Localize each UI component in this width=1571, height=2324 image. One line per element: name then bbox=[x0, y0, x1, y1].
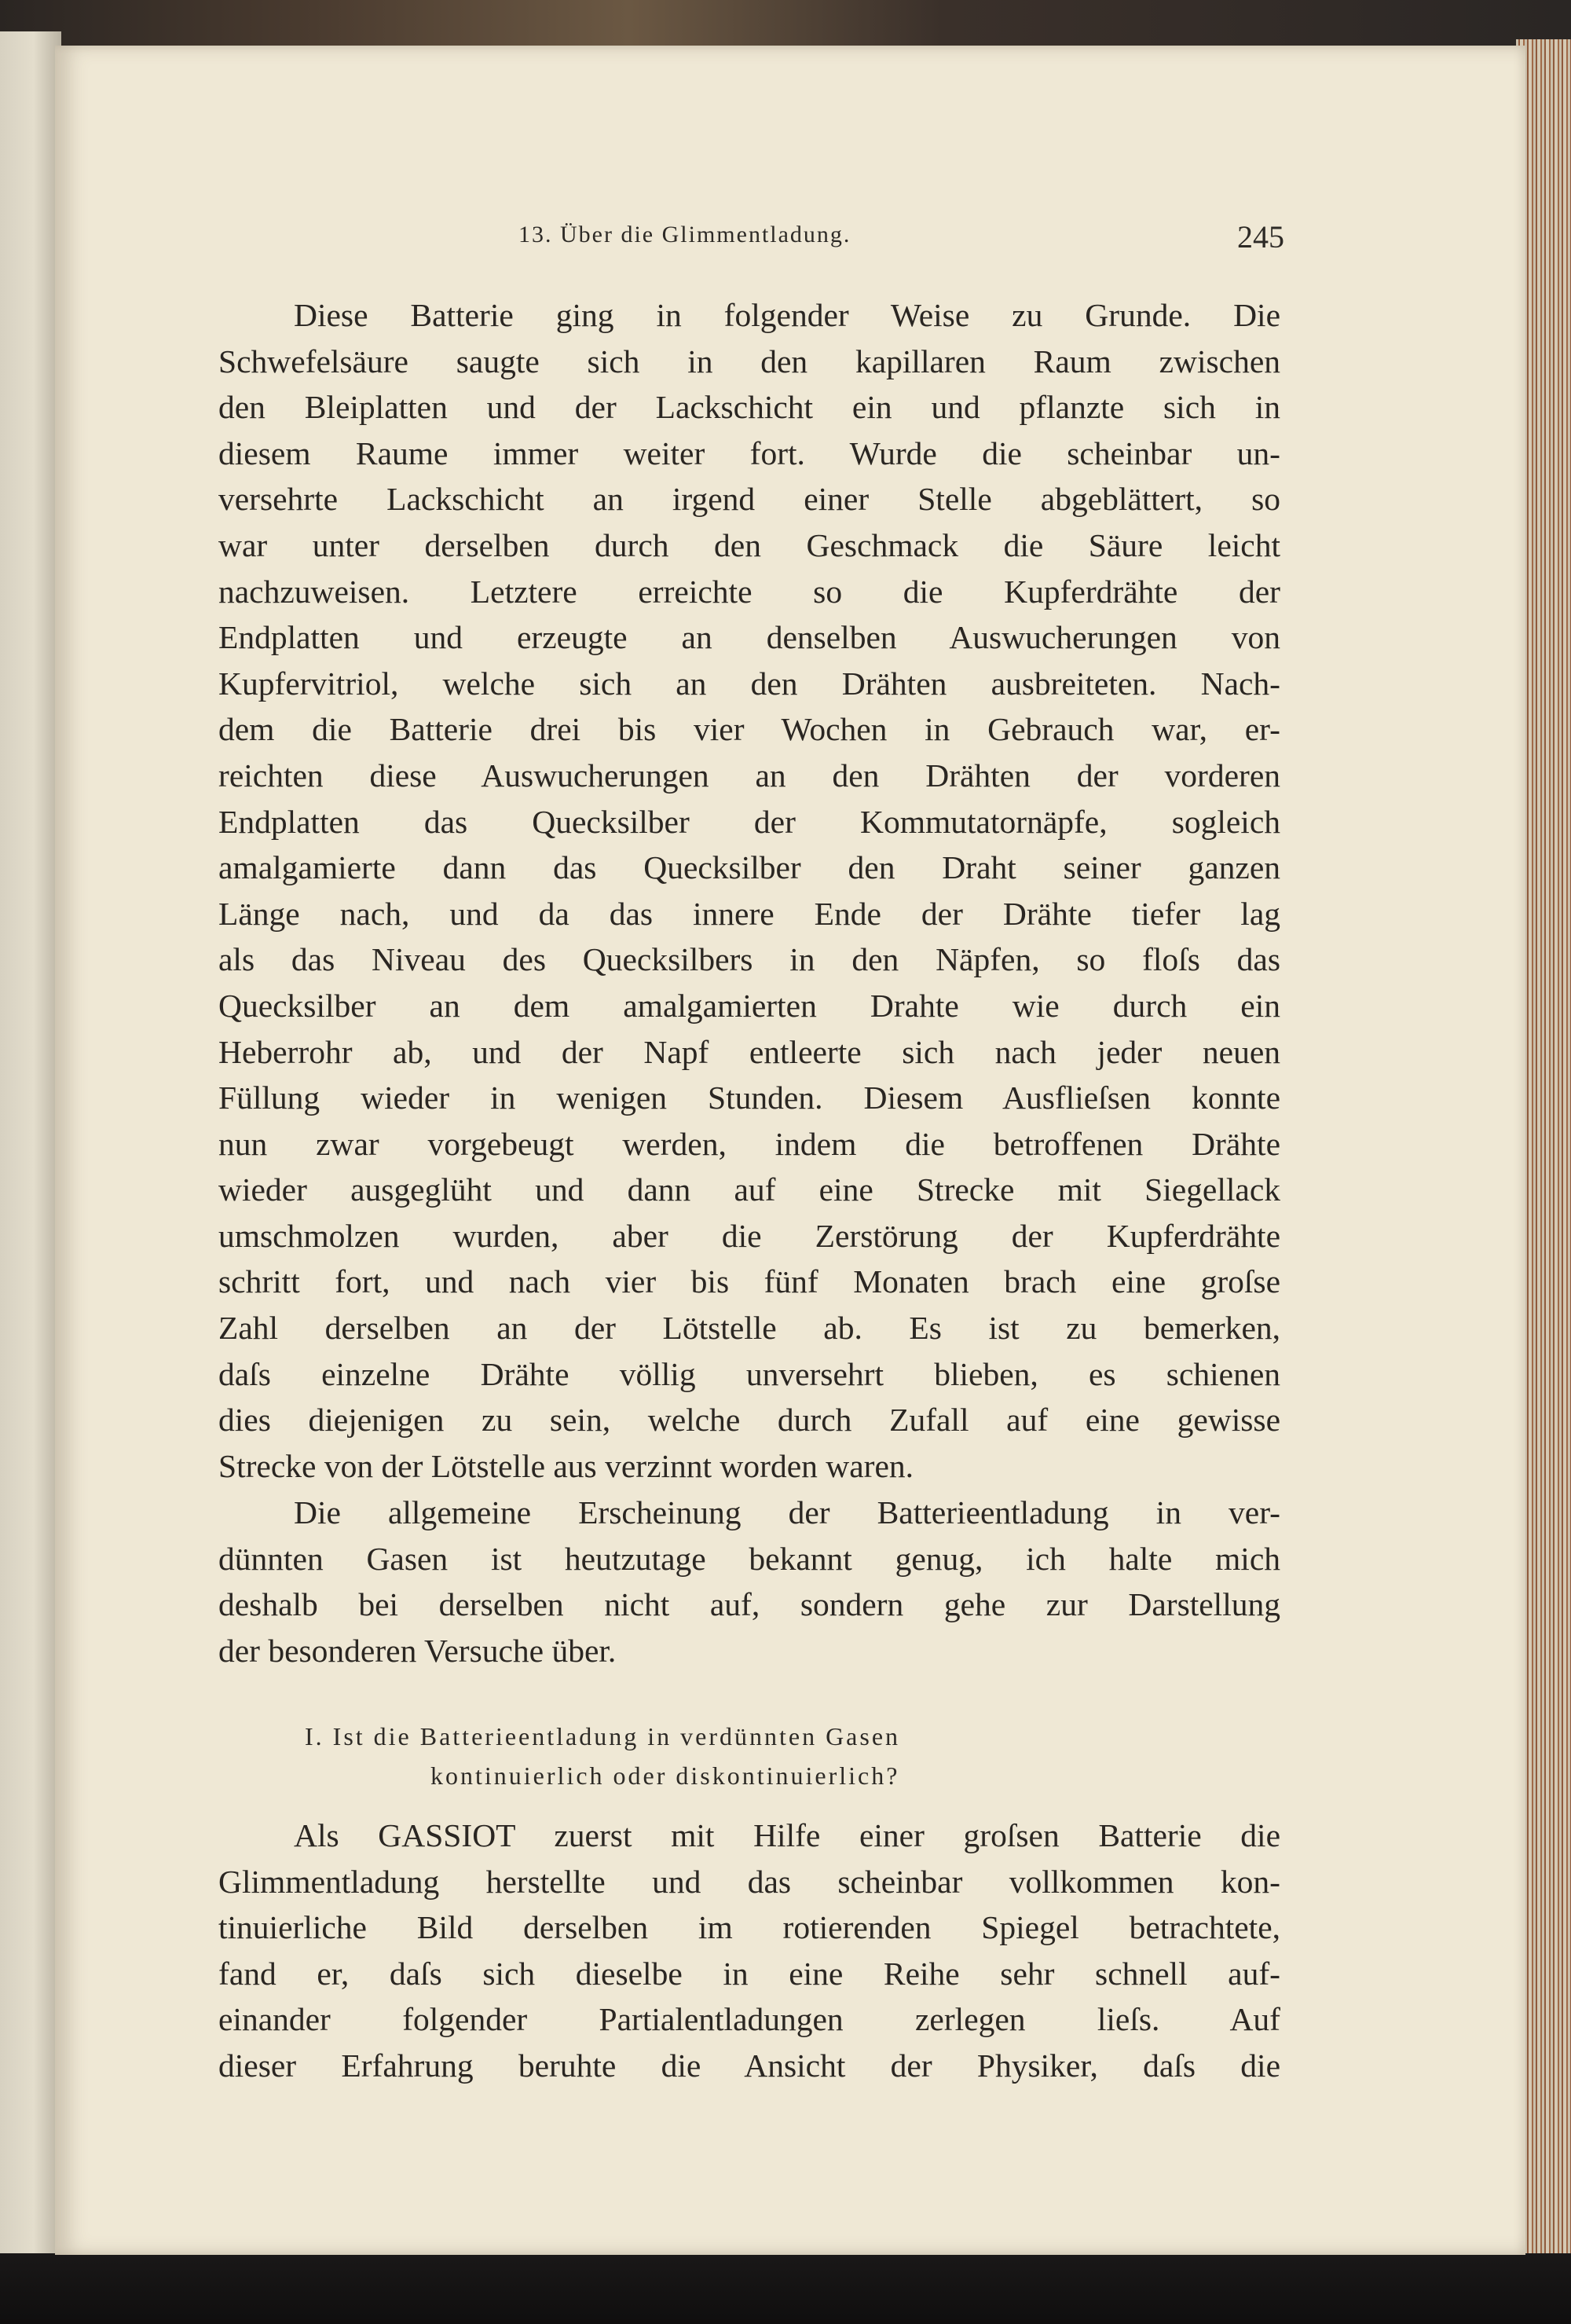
text-line: reichten diese Auswucherungen an den Drähten der vorderen bbox=[218, 757, 1280, 794]
text-line: Heberrohr ab, und der Napf entleerte sich nach jeder neuen bbox=[218, 1033, 1280, 1070]
section-heading-line-2: kontinuierlich oder diskontinuierlich? bbox=[430, 1761, 900, 1790]
text-line: als das Niveau des Quecksilbers in den Näpfen, so floſs das bbox=[218, 941, 1280, 978]
text-line: nachzuweisen. Letztere erreichte so die Kupferdrähte der bbox=[218, 573, 1280, 610]
running-header bbox=[204, 218, 1284, 266]
text-line: Zahl derselben an der Lötstelle ab. Es ist zu bemerken, bbox=[218, 1310, 1280, 1347]
text-line: tinuierliche Bild derselben im rotierenden Spiegel betrachtete, bbox=[218, 1909, 1280, 1946]
paragraph-1 bbox=[218, 292, 1280, 1489]
text-line: Als GASSIOT zuerst mit Hilfe einer groſsen Batterie die bbox=[294, 1817, 1280, 1853]
text-line: war unter derselben durch den Geschmack die Säure leicht bbox=[218, 526, 1280, 563]
running-title: 13. Über die Glimmentladung. bbox=[518, 222, 851, 247]
text-line: Schwefelsäure saugte sich in den kapillaren Raum zwischen bbox=[218, 343, 1280, 379]
text-line: dieser Erfahrung beruhte die Ansicht der Physiker, daſs die bbox=[218, 2047, 1280, 2084]
text-line: Glimmentladung herstellte und das scheinbar vollkommen kon- bbox=[218, 1863, 1280, 1900]
text-line: Diese Batterie ging in folgender Weise zu Grunde. Die bbox=[294, 297, 1280, 333]
text-line: daſs einzelne Drähte völlig unversehrt blieben, es schienen bbox=[218, 1355, 1280, 1392]
text-line: dünnten Gasen ist heutzutage bekannt genug, ich halte mich bbox=[218, 1540, 1280, 1577]
text-line: nun zwar vorgebeugt werden, indem die betroffenen Drähte bbox=[218, 1125, 1280, 1162]
text-line: einander folgender Partialentladungen zerlegen lieſs. Auf bbox=[218, 2001, 1280, 2038]
text-line: Kupfervitriol, welche sich an den Drähten ausbreiteten. Nach- bbox=[218, 665, 1280, 702]
text-line: Quecksilber an dem amalgamierten Drahte wie durch ein bbox=[218, 987, 1280, 1024]
page-number: 245 bbox=[1237, 219, 1284, 255]
text-line: deshalb bei derselben nicht auf, sondern gehe zur Darstellung bbox=[218, 1586, 1280, 1623]
text-line: Füllung wieder in wenigen Stunden. Diesem Ausflieſsen konnte bbox=[218, 1080, 1280, 1116]
text-line: wieder ausgeglüht und dann auf eine Strecke mit Siegellack bbox=[218, 1171, 1280, 1208]
text-line: der besonderen Versuche über. bbox=[218, 1632, 617, 1669]
text-line: versehrte Lackschicht an irgend einer Stelle abgeblättert, so bbox=[218, 481, 1280, 518]
text-line: dies diejenigen zu sein, welche durch Zufall auf eine gewisse bbox=[218, 1402, 1280, 1439]
text-line: Länge nach, und da das innere Ende der Drähte tiefer lag bbox=[218, 895, 1280, 932]
text-line: amalgamierte dann das Quecksilber den Draht seiner ganzen bbox=[218, 849, 1280, 886]
facing-page-edge bbox=[0, 31, 61, 2263]
text-line: umschmolzen wurden, aber die Zerstörung der Kupferdrähte bbox=[218, 1217, 1280, 1254]
section-heading-line-1: I. Ist die Batterieentladung in verdünnten Gasen bbox=[305, 1722, 901, 1750]
text-line: Endplatten und erzeugte an denselben Auswucherungen von bbox=[218, 619, 1280, 656]
book-cover-bottom bbox=[0, 2253, 1571, 2324]
section-heading bbox=[218, 1717, 1280, 1795]
text-line: dem die Batterie drei bis vier Wochen in Gebrauch war, er- bbox=[218, 711, 1280, 748]
paragraph-3 bbox=[218, 1813, 1280, 2089]
text-line: Die allgemeine Erscheinung der Batterieentladung in ver- bbox=[294, 1494, 1280, 1530]
text-line: Strecke von der Lötstelle aus verzinnt worden waren. bbox=[218, 1447, 914, 1484]
text-line: Endplatten das Quecksilber der Kommutatornäpfe, sogleich bbox=[218, 803, 1280, 840]
text-line: schritt fort, und nach vier bis fünf Monaten brach eine groſse bbox=[218, 1263, 1280, 1300]
text-line: diesem Raume immer weiter fort. Wurde die scheinbar un- bbox=[218, 434, 1280, 471]
book-cover-top bbox=[0, 0, 1571, 46]
text-line: fand er, daſs sich dieselbe in eine Reihe sehr schnell auf- bbox=[218, 1955, 1280, 1992]
text-line: den Bleiplatten und der Lackschicht ein und pflanzte sich in bbox=[218, 389, 1280, 426]
paragraph-2 bbox=[218, 1490, 1280, 1673]
